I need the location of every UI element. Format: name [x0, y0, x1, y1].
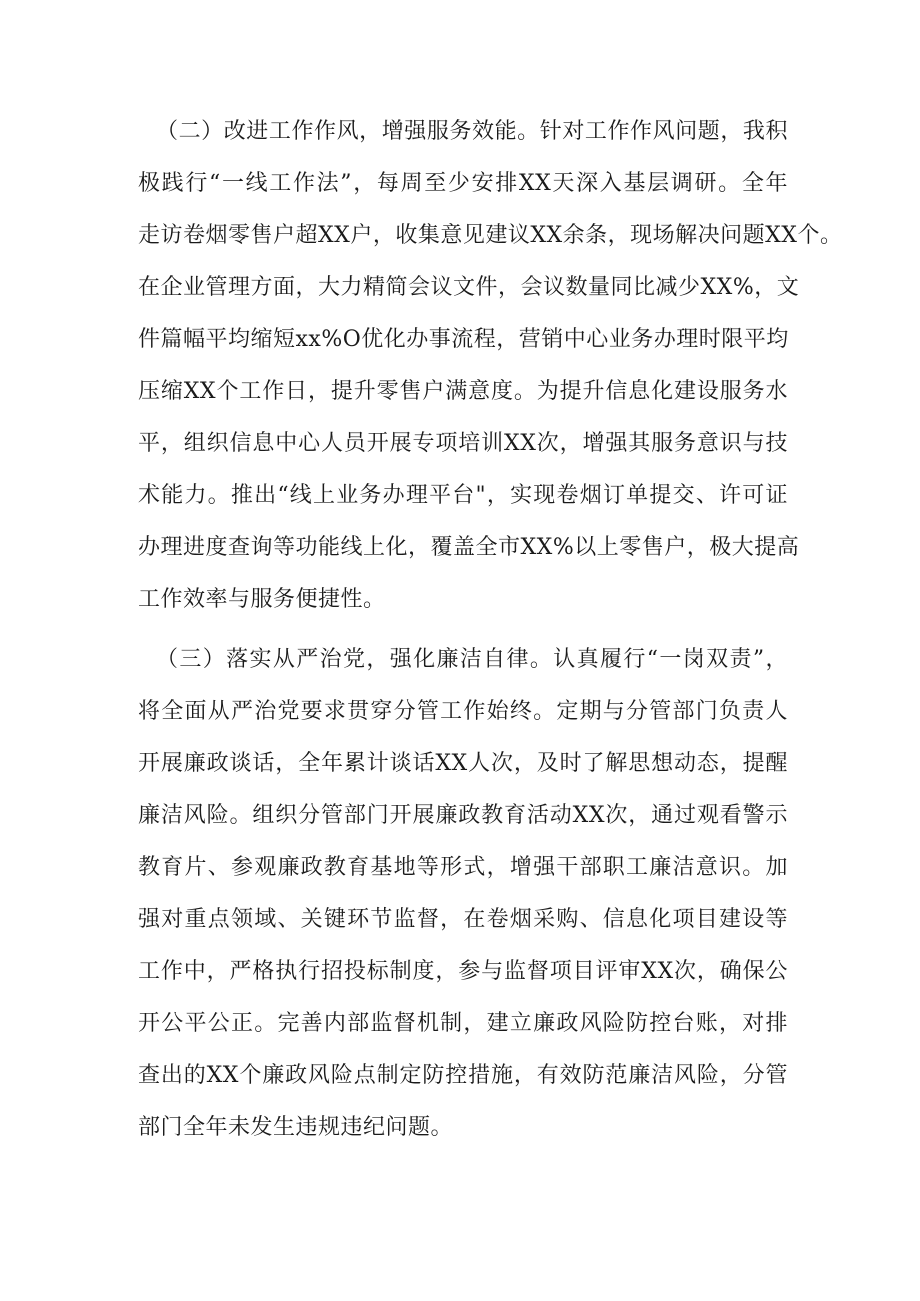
text-line: 将全面从严治党要求贯穿分管工作始终。定期与分管部门负责人	[138, 699, 788, 724]
text-line: （三）落实从严治党，强化廉洁自律。认真履行“一岗双责”，	[156, 647, 788, 672]
text-line: 查出的XX个廉政风险点制定防控措施，有效防范廉洁风险，分管	[138, 1063, 788, 1088]
text-line: 强对重点领域、关键环节监督，在卷烟采购、信息化项目建设等	[138, 907, 788, 932]
text-line: 极践行“一线工作法”，每周至少安排XX天深入基层调研。全年	[138, 171, 788, 196]
text-line: 部门全年未发生违规违纪问题。	[138, 1115, 454, 1140]
text-line: 平，组织信息中心人员开展专项培训XX次，增强其服务意识与技	[138, 431, 788, 456]
text-line: 工作中，严格执行招投标制度，参与监督项目评审XX次，确保公	[138, 959, 788, 984]
paragraph-service-efficiency	[138, 106, 843, 626]
text-line: 廉洁风险。组织分管部门开展廉政教育活动XX次，通过观看警示	[138, 803, 788, 828]
text-line: 开公平公正。完善内部监督机制，建立廉政风险防控台账，对排	[138, 1011, 788, 1036]
text-line: 办理进度查询等功能线上化，覆盖全市XX%以上零售户，极大提高	[138, 535, 800, 560]
paragraph-party-integrity	[138, 634, 788, 1154]
text-line: 开展廉政谈话，全年累计谈话XX人次，及时了解思想动态，提醒	[138, 751, 788, 776]
text-line: 术能力。推出“线上业务办理平台"，实现卷烟订单提交、许可证	[138, 483, 788, 508]
text-line: 压缩XX个工作日，提升零售户满意度。为提升信息化建设服务水	[138, 379, 788, 404]
text-line: 走访卷烟零售户超XX户，收集意见建议XX余条，现场解决问题XX个。	[138, 223, 843, 248]
text-line: （二）改进工作作风，增强服务效能。针对工作作风问题，我积	[156, 119, 788, 144]
text-line: 在企业管理方面，大力精简会议文件，会议数量同比减少XX%，文	[138, 275, 800, 300]
text-line: 件篇幅平均缩短xx%O优化办事流程，营销中心业务办理时限平均	[138, 327, 789, 352]
text-line: 教育片、参观廉政教育基地等形式，增强干部职工廉洁意识。加	[138, 855, 788, 880]
text-line: 工作效率与服务便捷性。	[138, 587, 386, 612]
